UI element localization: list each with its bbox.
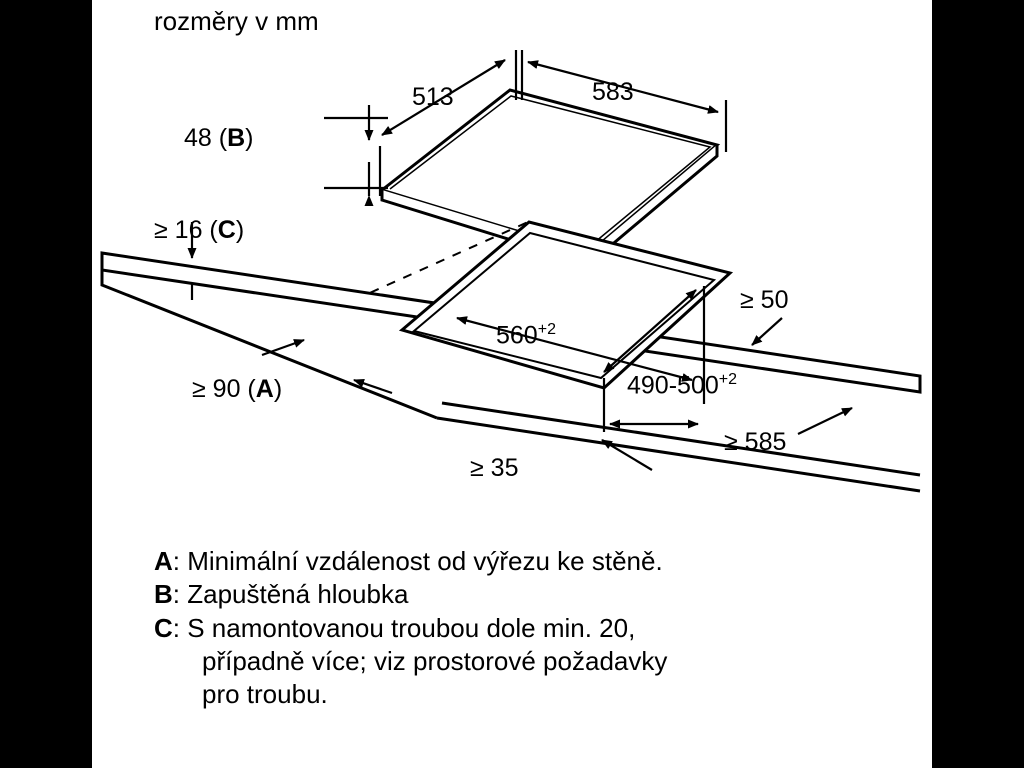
legend-text-a: Minimální vzdálenost od výřezu ke stěně. xyxy=(187,546,663,576)
diagram-canvas xyxy=(92,0,932,768)
dim-label-90a: ≥ 90 (A) xyxy=(192,375,283,403)
legend-sep-c: : xyxy=(172,612,188,643)
dim-label-513: 513 xyxy=(412,83,454,111)
legend-key-a: A xyxy=(154,546,173,576)
legend-sep-b: : xyxy=(172,579,188,610)
dim-50 xyxy=(752,318,782,345)
dim-label-583: 583 xyxy=(592,78,634,106)
units-note: rozměry v mm xyxy=(154,6,319,36)
dim-585 xyxy=(798,408,852,434)
legend-key-b: B xyxy=(154,579,173,610)
legend-text-b: Zapuštěná hloubka xyxy=(187,579,409,610)
dim-label-560: $560^{+2}$ xyxy=(496,321,556,350)
dim-label-585: ≥ 585 xyxy=(724,428,787,456)
legend-item-b xyxy=(154,578,924,611)
legend xyxy=(154,545,924,711)
dim-48b xyxy=(324,105,388,196)
dim-label-48b: 48 (B) xyxy=(184,124,254,152)
dim-label-16c: ≥ 16 (C) xyxy=(154,216,245,244)
legend-item-a xyxy=(154,545,924,578)
legend-sep-a: : xyxy=(172,546,188,576)
dim-label-35: ≥ 35 xyxy=(470,454,519,482)
legend-text-c-line2: případně více; viz prostorové požadavky xyxy=(202,645,668,676)
legend-key-c: C xyxy=(154,612,173,643)
legend-text-c-line3: pro troubu. xyxy=(202,679,328,710)
legend-text-c: S namontovanou troubou dole min. 20, xyxy=(187,612,636,643)
dim-label-50: ≥ 50 xyxy=(740,286,789,314)
dim-35 xyxy=(602,440,652,470)
dim-label-490-500: $490-500^{+2}$ xyxy=(627,371,737,400)
legend-item-c xyxy=(154,612,924,712)
